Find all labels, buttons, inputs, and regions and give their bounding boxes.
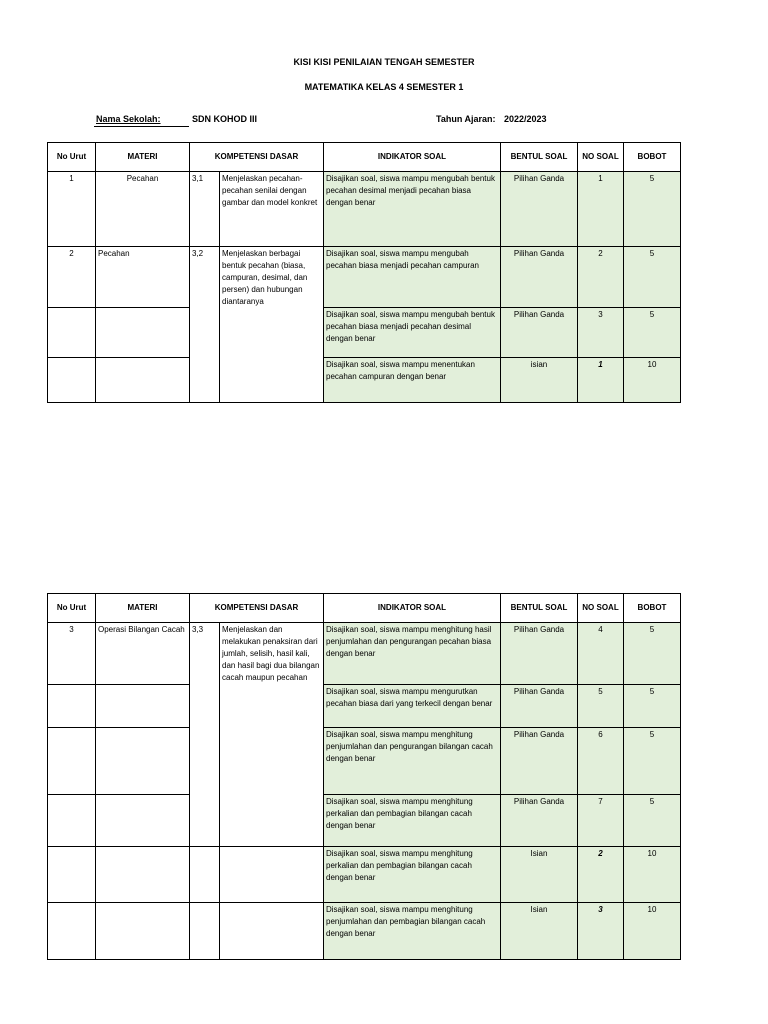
col-indikator-soal: INDIKATOR SOAL [324, 143, 501, 172]
row-kd-number: 3,3 [190, 623, 220, 847]
row-indikator: Disajikan soal, siswa mampu menghitung penjumlahan dan pembagian bilangan cacah dengan benar [324, 903, 501, 960]
table-row [48, 247, 681, 308]
row-bentuk: Pilihan Ganda [501, 795, 578, 847]
row-materi [96, 903, 190, 960]
table-row [48, 728, 681, 795]
row-materi: Operasi Bilangan Cacah [96, 623, 190, 685]
row-indikator: Disajikan soal, siswa mampu menghitung hasil penjumlahan dan pengurangan pecahan biasa dengan benar [324, 623, 501, 685]
table-row [48, 623, 681, 685]
col-kompetensi-dasar: KOMPETENSI DASAR [190, 594, 324, 623]
table-row [48, 172, 681, 247]
row-materi: Pecahan [96, 247, 190, 308]
row-bentuk: Isian [501, 847, 578, 903]
row-indikator: Disajikan soal, siswa mampu menghitung perkalian dan pembagian bilangan cacah dengan benar [324, 795, 501, 847]
row-no-soal: 7 [578, 795, 624, 847]
kisi-table-2 [47, 593, 681, 960]
row-indikator: Disajikan soal, siswa mampu mengubah bentuk pecahan desimal menjadi pecahan biasa dengan benar [324, 172, 501, 247]
row-bentuk: Pilihan Ganda [501, 623, 578, 685]
row-bentuk: Pilihan Ganda [501, 685, 578, 728]
col-materi: MATERI [96, 594, 190, 623]
row-materi: Pecahan [96, 172, 190, 247]
row-indikator: Disajikan soal, siswa mampu menentukan pecahan campuran dengan benar [324, 358, 501, 403]
row-indikator: Disajikan soal, siswa mampu mengubah bentuk pecahan biasa menjadi pecahan desimal dengan benar [324, 308, 501, 358]
row-bentuk: Pilihan Ganda [501, 308, 578, 358]
table-row [48, 308, 681, 358]
row-kd-number: 3,2 [190, 247, 220, 403]
row-bentuk: Pilihan Ganda [501, 728, 578, 795]
row-no: 2 [48, 247, 96, 308]
row-bentuk: Isian [501, 903, 578, 960]
row-materi [96, 308, 190, 358]
row-bobot: 5 [624, 172, 681, 247]
row-no-soal: 1 [578, 172, 624, 247]
row-bobot: 5 [624, 623, 681, 685]
row-materi [96, 685, 190, 728]
table-row [48, 795, 681, 847]
row-no [48, 795, 96, 847]
school-label: Nama Sekolah: [96, 114, 161, 124]
row-kd-text [220, 847, 324, 903]
row-indikator: Disajikan soal, siswa mampu menghitung penjumlahan dan pengurangan bilangan cacah dengan benar [324, 728, 501, 795]
row-no-soal: 6 [578, 728, 624, 795]
col-bobot: BOBOT [624, 594, 681, 623]
row-materi [96, 358, 190, 403]
row-materi [96, 728, 190, 795]
row-no: 3 [48, 623, 96, 685]
row-no: 1 [48, 172, 96, 247]
row-no [48, 308, 96, 358]
table-row [48, 903, 681, 960]
col-kompetensi-dasar: KOMPETENSI DASAR [190, 143, 324, 172]
row-bobot: 10 [624, 358, 681, 403]
row-kd-text [220, 903, 324, 960]
row-kd-text: Menjelaskan berbagai bentuk pecahan (biasa, campuran, desimal, dan persen) dan hubungan diantaranya [220, 247, 324, 403]
col-no-soal: NO SOAL [578, 143, 624, 172]
row-materi [96, 795, 190, 847]
col-materi: MATERI [96, 143, 190, 172]
row-indikator: Disajikan soal, siswa mampu mengurutkan pecahan biasa dari yang terkecil dengan benar [324, 685, 501, 728]
row-bentuk: Pilihan Ganda [501, 172, 578, 247]
row-materi [96, 847, 190, 903]
document-subtitle: MATEMATIKA KELAS 4 SEMESTER 1 [304, 82, 464, 92]
col-no-urut: No Urut [48, 143, 96, 172]
year-value: 2022/2023 [504, 114, 547, 124]
row-bentuk: Pilihan Ganda [501, 247, 578, 308]
table-row [48, 685, 681, 728]
row-bobot: 10 [624, 903, 681, 960]
row-no-soal: 3 [578, 308, 624, 358]
row-kd-number [190, 847, 220, 903]
row-bobot: 5 [624, 728, 681, 795]
year-label: Tahun Ajaran: [436, 114, 496, 124]
row-kd-text: Menjelaskan dan melakukan penaksiran dari jumlah, selisih, hasil kali, dan hasil bagi dua bilangan cacah maupun pecahan [220, 623, 324, 847]
row-no-soal: 3 [578, 903, 624, 960]
table-row [48, 847, 681, 903]
row-bobot: 5 [624, 247, 681, 308]
row-no-soal: 4 [578, 623, 624, 685]
table-row [48, 358, 681, 403]
row-no-soal: 2 [578, 247, 624, 308]
row-bobot: 10 [624, 847, 681, 903]
row-bobot: 5 [624, 308, 681, 358]
row-bobot: 5 [624, 795, 681, 847]
row-kd-number [190, 903, 220, 960]
col-indikator-soal: INDIKATOR SOAL [324, 594, 501, 623]
row-no [48, 847, 96, 903]
row-no-soal: 5 [578, 685, 624, 728]
row-indikator: Disajikan soal, siswa mampu menghitung perkalian dan pembagian bilangan cacah dengan benar [324, 847, 501, 903]
row-no [48, 728, 96, 795]
row-bobot: 5 [624, 685, 681, 728]
row-no-soal: 1 [578, 358, 624, 403]
row-no-soal: 2 [578, 847, 624, 903]
school-value: SDN KOHOD III [192, 114, 258, 124]
row-no [48, 685, 96, 728]
col-bobot: BOBOT [624, 143, 681, 172]
row-no [48, 358, 96, 403]
row-no [48, 903, 96, 960]
row-indikator: Disajikan soal, siswa mampu mengubah pecahan biasa menjadi pecahan campuran [324, 247, 501, 308]
school-label-underline [94, 126, 189, 127]
row-kd-text: Menjelaskan pecahan-pecahan senilai dengan gambar dan model konkret [220, 172, 324, 247]
kisi-table-1 [47, 142, 681, 403]
col-bentul-soal: BENTUL SOAL [501, 594, 578, 623]
row-kd-number: 3,1 [190, 172, 220, 247]
col-no-soal: NO SOAL [578, 594, 624, 623]
col-no-urut: No Urut [48, 594, 96, 623]
row-bentuk: isian [501, 358, 578, 403]
table-header-row [48, 143, 681, 172]
col-bentul-soal: BENTUL SOAL [501, 143, 578, 172]
document-title: KISI KISI PENILAIAN TENGAH SEMESTER [293, 57, 475, 67]
table-header-row [48, 594, 681, 623]
